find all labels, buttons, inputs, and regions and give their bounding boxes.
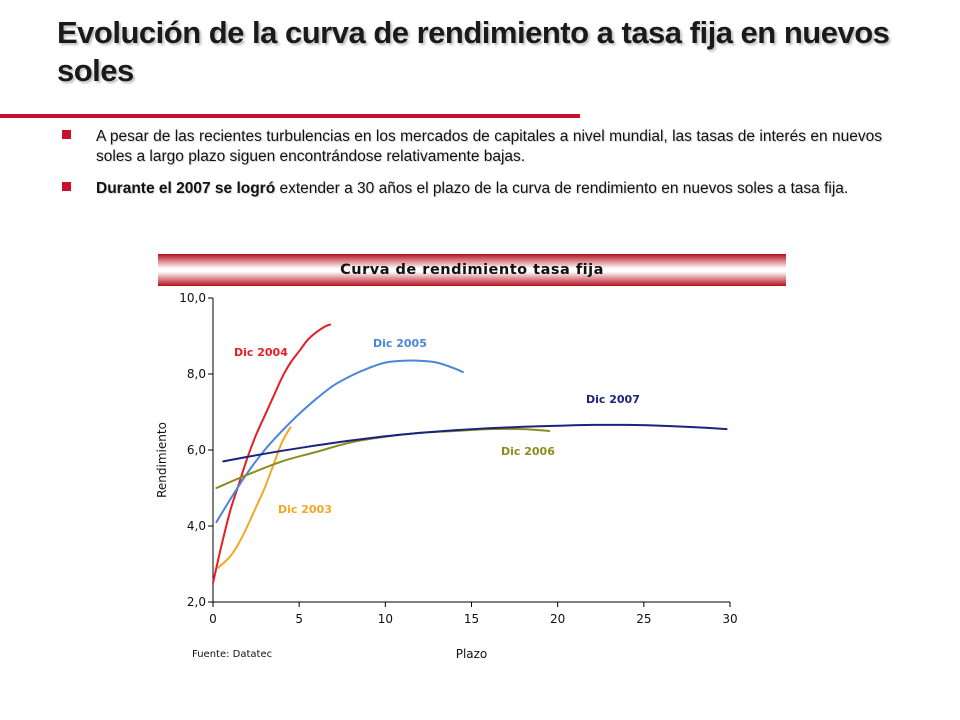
bullet-item-2: [62, 179, 882, 199]
chart-title-banner: [158, 254, 786, 286]
y-tick-label: 6,0: [186, 443, 206, 457]
x-tick-label: 0: [209, 612, 217, 626]
y-tick-label: 8,0: [186, 367, 206, 381]
series-label-dic-2007: Dic 2007: [586, 393, 640, 406]
chart-title: Curva de rendimiento tasa fija: [340, 262, 604, 278]
yield-curve-chart: [150, 288, 750, 660]
series-label-dic-2006: Dic 2006: [501, 445, 555, 458]
bullet-text-1: A pesar de las recientes turbulencias en los mercados de capitales a nivel mundial, las tasas de interés en nuevos soles a largo plazo siguen encontrándose relativamente bajas.: [96, 128, 882, 165]
source-note: Fuente: Datatec: [192, 649, 273, 660]
x-tick-label: 30: [722, 612, 738, 626]
y-axis-label: Rendimiento: [155, 422, 169, 498]
y-tick-label: 10,0: [179, 291, 206, 305]
bullet-lead-2: Durante el 2007 se logró: [96, 180, 276, 197]
square-bullet-icon: [62, 130, 71, 139]
bullet-item-1: [62, 127, 882, 167]
series-line-dic-2003: [218, 427, 290, 568]
series-label-dic-2004: Dic 2004: [234, 346, 288, 359]
series-line-dic-2006: [216, 429, 549, 488]
slide-title: Evolución de la curva de rendimiento a tasa fija en nuevos soles: [57, 15, 890, 88]
bullet-text-2: extender a 30 años el plazo de la curva de rendimiento en nuevos soles a tasa fija.: [275, 180, 849, 197]
y-tick-label: 2,0: [186, 595, 206, 609]
x-tick-label: 25: [636, 612, 652, 626]
x-tick-label: 10: [377, 612, 393, 626]
title-underline: [0, 114, 580, 118]
x-axis-label: Plazo: [455, 647, 488, 660]
series-label-dic-2003: Dic 2003: [278, 503, 332, 516]
bullet-list: [62, 127, 882, 211]
x-tick-label: 5: [295, 612, 303, 626]
y-tick-label: 4,0: [186, 519, 206, 533]
series-label-dic-2005: Dic 2005: [373, 337, 427, 350]
square-bullet-icon: [62, 182, 71, 191]
x-tick-label: 20: [550, 612, 566, 626]
x-tick-label: 15: [463, 612, 480, 626]
